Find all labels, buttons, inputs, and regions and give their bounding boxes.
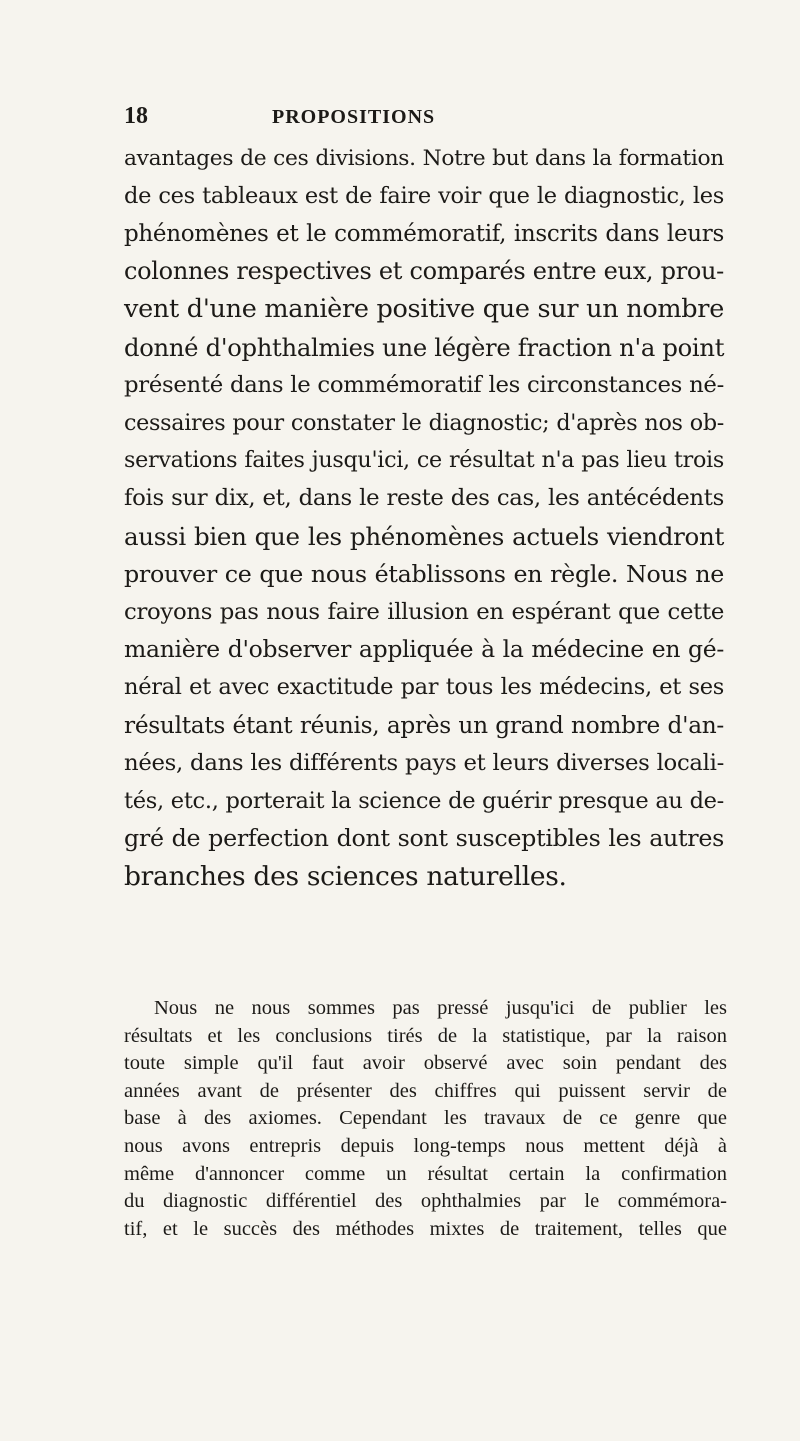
text-line: avantages de ces divisions. Notre but dans la formation bbox=[124, 146, 724, 171]
text-line: croyons pas nous faire illusion en espérant que cette bbox=[124, 598, 724, 625]
footnote-paragraph bbox=[124, 995, 727, 1243]
text-line: aussi bien que les phénomènes actuels viendront bbox=[124, 521, 724, 551]
running-title: PROPOSITIONS bbox=[272, 106, 436, 128]
text-line: tés, etc., porterait la science de guérir presque au de- bbox=[124, 787, 724, 814]
text-line: présenté dans le commémoratif les circonstances né- bbox=[124, 371, 724, 398]
text-line: prouver ce que nous établissons en règle. Nous ne bbox=[124, 559, 724, 588]
text-line: résultats étant réunis, après un grand nombre d'an- bbox=[124, 711, 724, 739]
note-line: nous avons entrepris depuis long-temps nous mettent déjà à bbox=[124, 1134, 727, 1157]
text-line: cessaires pour constater le diagnostic; d'après nos ob- bbox=[124, 409, 724, 436]
text-line: vent d'une manière positive que sur un nombre bbox=[124, 294, 724, 325]
note-line: du diagnostic différentiel des ophthalmies par le commémora- bbox=[124, 1190, 727, 1213]
text-line: fois sur dix, et, dans le reste des cas, les antécédents bbox=[124, 485, 724, 512]
text-line: donné d'ophthalmies une légère fraction n'a point bbox=[124, 332, 725, 362]
text-line: colonnes respectives et comparés entre eux, prou- bbox=[124, 257, 724, 286]
text-line: nées, dans les différents pays et leurs diverses locali- bbox=[124, 749, 724, 776]
note-line: même d'annoncer comme un résultat certain la confirmation bbox=[124, 1162, 727, 1185]
text-line: de ces tableaux est de faire voir que le diagnostic, les bbox=[124, 182, 724, 209]
text-line: servations faites jusqu'ici, ce résultat n'a pas lieu trois bbox=[124, 447, 724, 474]
text-line: gré de perfection dont sont susceptibles les autres bbox=[124, 824, 724, 853]
text-line: néral et avec exactitude par tous les médecins, et ses bbox=[124, 674, 724, 701]
text-line: phénomènes et le commémoratif, inscrits dans leurs bbox=[124, 220, 724, 247]
note-line: toute simple qu'il faut avoir observé avec soin pendant des bbox=[124, 1052, 727, 1075]
page-header bbox=[124, 100, 724, 132]
note-line: base à des axiomes. Cependant les travaux de ce genre que bbox=[124, 1107, 727, 1130]
main-paragraph bbox=[124, 140, 724, 896]
note-line: résultats et les conclusions tirés de la statistique, par la raison bbox=[124, 1024, 727, 1047]
note-line: Nous ne nous sommes pas pressé jusqu'ici de publier les bbox=[154, 997, 727, 1019]
note-line: tif, et le succès des méthodes mixtes de traitement, telles que bbox=[124, 1217, 727, 1240]
note-line: années avant de présenter des chiffres qui puissent servir de bbox=[124, 1079, 727, 1102]
text-line: branches des sciences naturelles. bbox=[124, 861, 567, 893]
page-number: 18 bbox=[124, 103, 148, 129]
text-line: manière d'observer appliquée à la médecine en gé- bbox=[124, 635, 724, 664]
